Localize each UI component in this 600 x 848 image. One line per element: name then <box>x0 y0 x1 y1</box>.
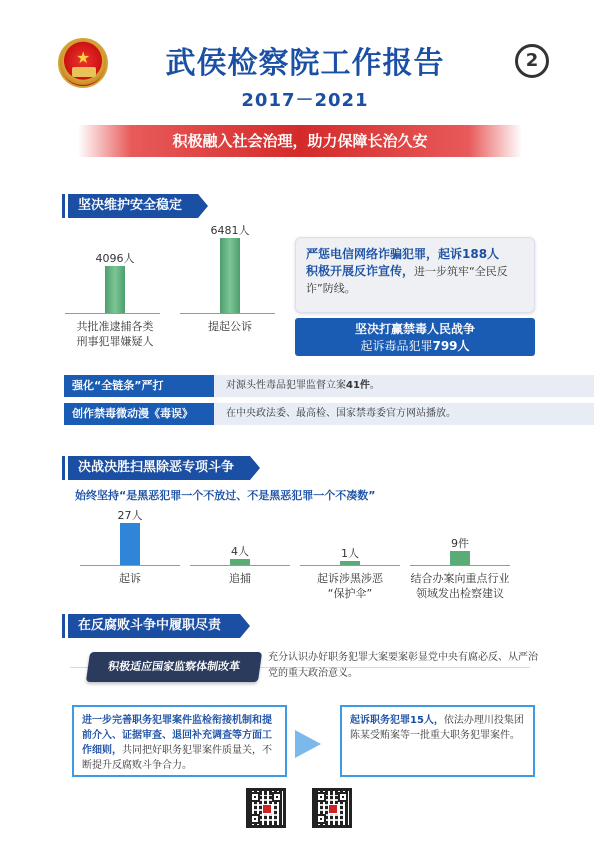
arrest-prosecution-chart <box>60 225 280 365</box>
bar-value-label: 1人 <box>341 547 359 560</box>
section-title-anti-gang: 决战决胜扫黑除恶专项斗争 <box>68 456 250 480</box>
bar <box>120 523 140 565</box>
prosecution-box <box>340 705 535 777</box>
anti-gang-chart <box>70 500 540 610</box>
info-row-value: 在中央政法委、最高检、国家禁毒委官方网站播放。 <box>214 403 594 425</box>
anti-fraud-text: 进一步筑牢“全民反诈”防线。 <box>306 265 508 295</box>
procuratorate-emblem-icon: ★ <box>58 38 108 88</box>
arrow-right-icon <box>295 730 321 758</box>
info-row-key: 强化“全链条”严打 <box>64 375 214 397</box>
bar-category-label: 追捕 <box>229 572 251 585</box>
anti-gang-principle: 始终坚持“是黑恶犯罪一个不放过、不是黑恶犯罪一个不凑数” <box>75 489 376 502</box>
bar-category-label: 结合办案向重点行业 领域发出检察建议 <box>410 572 510 600</box>
telecom-fraud-line: 严惩电信网络诈骗犯罪，起诉188人 <box>306 247 500 261</box>
x-axis-line <box>180 313 275 314</box>
x-axis-line <box>65 313 160 314</box>
bar-value-label: 6481人 <box>210 224 250 237</box>
bar-value-label: 4096人 <box>95 251 135 265</box>
page-title: 武侯检察院工作报告 <box>165 46 445 81</box>
bar <box>105 266 125 313</box>
info-row-key: 创作禁毒微动漫《毒误》 <box>64 403 214 425</box>
bar-category-label: 起诉 <box>119 572 141 585</box>
bar-value-label: 4人 <box>231 544 249 558</box>
report-years: 2017－2021 <box>241 90 369 111</box>
anti-drug-sub: 起诉毒品犯罪 <box>360 339 433 353</box>
section-title-security: 坚决维护安全稳定 <box>68 194 198 218</box>
anti-drug-num: 799人 <box>432 339 470 353</box>
anti-drug-card <box>295 318 535 356</box>
x-axis-line <box>300 565 400 566</box>
prosecution-strong: 起诉职务犯罪15人， <box>350 715 444 726</box>
mechanism-text: 共同把好职务犯罪案件质量关，不断提升反腐败斗争合力。 <box>82 745 272 771</box>
info-row-value: 对源头性毒品犯罪监督立案41件。 <box>214 375 594 397</box>
anti-drug-title: 坚决打赢禁毒人民战争 <box>354 322 475 336</box>
info-row-chain <box>64 375 594 397</box>
x-axis-line <box>80 565 180 566</box>
prosecution-text: 依法办理川投集团陈某受贿案等一批重大职务犯罪案件。 <box>350 715 524 741</box>
x-axis-line <box>410 565 510 566</box>
mechanism-strong: 进一步完善职务犯罪案件监检衔接机制和提前介入、证据审查、退回补充调查等方面工作细则， <box>82 715 272 756</box>
x-axis-line <box>190 565 290 566</box>
bar <box>220 238 240 313</box>
bar <box>450 551 470 565</box>
qr-code-icon <box>246 788 286 828</box>
bar-value-label: 27人 <box>117 509 143 522</box>
mechanism-box <box>72 705 287 777</box>
bar-category-label: 起诉涉黑涉恶 “保护伞” <box>317 572 383 600</box>
info-row-animation <box>64 403 594 425</box>
section-title-anti-corruption: 在反腐败斗争中履职尽责 <box>68 614 240 638</box>
qr-code-icon <box>312 788 352 828</box>
bar-category-label: 共批准逮捕各类 刑事犯罪嫌疑人 <box>76 320 154 348</box>
telecom-fraud-card <box>295 237 535 313</box>
theme-banner: 积极融入社会治理，助力保障长治久安 <box>78 125 522 157</box>
supervision-reform-pill: 积极适应国家监察体制改革 <box>86 652 262 682</box>
bar-category-label: 提起公诉 <box>208 320 252 333</box>
anti-fraud-lead: 积极开展反诈宣传， <box>306 264 415 278</box>
reform-description: 充分认识办好职务犯罪大案要案彰显党中央有腐必反、从严治党的重大政治意义。 <box>268 652 538 679</box>
bar-value-label: 9件 <box>451 537 469 550</box>
page-number-badge: 2 <box>515 44 549 78</box>
